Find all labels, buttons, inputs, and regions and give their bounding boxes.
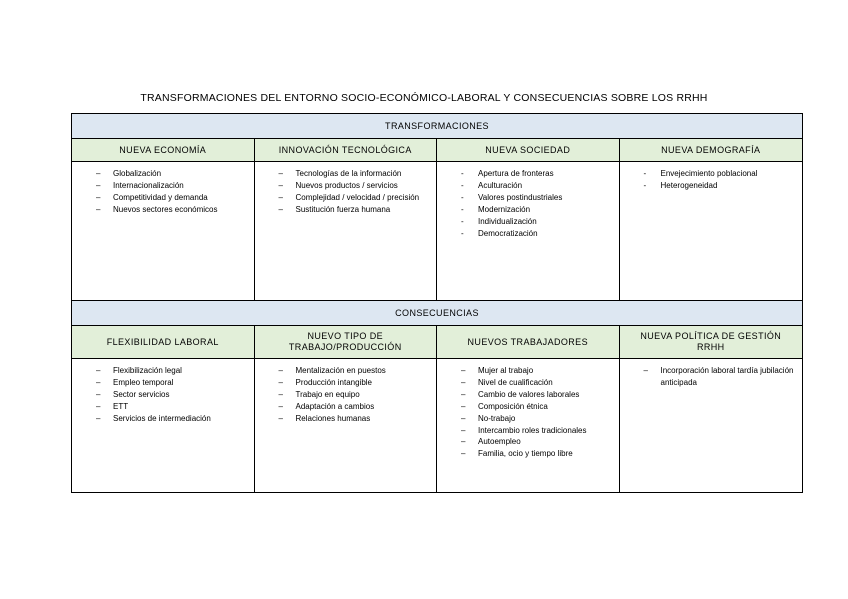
consecuencias-body-row [72, 359, 802, 492]
column-cell [620, 359, 803, 492]
list-item: – Producción intangible [279, 377, 431, 389]
list-item: – Empleo temporal [96, 377, 248, 389]
consecuencias-banner: CONSECUENCIAS [72, 300, 802, 326]
item-list [620, 359, 803, 389]
column-header: NUEVA DEMOGRAFÍA [620, 139, 803, 161]
list-item: - Modernización [461, 204, 613, 216]
list-item: - Aculturación [461, 180, 613, 192]
item-list [72, 359, 254, 425]
list-item: - Individualización [461, 216, 613, 228]
document-title: TRANSFORMACIONES DEL ENTORNO SOCIO-ECONÓMICO-LABORAL Y CONSECUENCIAS SOBRE LOS RRHH [140, 92, 708, 104]
consecuencias-header-row [72, 326, 802, 359]
item-list [255, 162, 437, 216]
list-item: - Valores postindustriales [461, 192, 613, 204]
list-item: – No-trabajo [461, 413, 613, 425]
column-cell [72, 162, 255, 300]
column-cell [620, 162, 803, 300]
list-item: – Nivel de cualificación [461, 377, 613, 389]
column-header: NUEVOS TRABAJADORES [437, 326, 620, 358]
list-item: – Composición étnica [461, 401, 613, 413]
list-item: – Familia, ocio y tiempo libre [461, 448, 613, 460]
list-item: – Nuevos sectores económicos [96, 204, 248, 216]
column-cell [255, 359, 438, 492]
column-header: NUEVA ECONOMÍA [72, 139, 255, 161]
list-item: - Democratización [461, 228, 613, 240]
list-item: – Mujer al trabajo [461, 365, 613, 377]
item-list [255, 359, 437, 425]
list-item: – Incorporación laboral tardía jubilación anticipada [644, 365, 797, 389]
list-item: – Servicios de intermediación [96, 413, 248, 425]
column-header: FLEXIBILIDAD LABORAL [72, 326, 255, 358]
list-item: - Apertura de fronteras [461, 168, 613, 180]
column-header: NUEVA SOCIEDAD [437, 139, 620, 161]
list-item: – Intercambio roles tradicionales [461, 425, 613, 437]
column-cell [255, 162, 438, 300]
list-item: – Autoempleo [461, 436, 613, 448]
list-item: – Tecnologías de la información [279, 168, 431, 180]
column-header: INNOVACIÓN TECNOLÓGICA [255, 139, 438, 161]
column-cell [437, 162, 620, 300]
list-item: – Cambio de valores laborales [461, 389, 613, 401]
list-item: – Sustitución fuerza humana [279, 204, 431, 216]
transformations-table [71, 113, 803, 493]
item-list [72, 162, 254, 216]
transformaciones-body-row [72, 162, 802, 300]
item-list [437, 162, 619, 239]
item-list [620, 162, 803, 192]
list-item: – Internacionalización [96, 180, 248, 192]
list-item: - Envejecimiento poblacional [644, 168, 797, 180]
column-header: NUEVA POLÍTICA DE GESTIÓN RRHH [620, 326, 803, 358]
list-item: – Relaciones humanas [279, 413, 431, 425]
list-item: – Trabajo en equipo [279, 389, 431, 401]
transformaciones-banner: TRANSFORMACIONES [72, 114, 802, 139]
list-item: – Flexibilización legal [96, 365, 248, 377]
item-list [437, 359, 619, 460]
transformaciones-header-row [72, 139, 802, 162]
list-item: - Heterogeneidad [644, 180, 797, 192]
column-cell [72, 359, 255, 492]
list-item: – Complejidad / velocidad / precisión [279, 192, 431, 204]
list-item: – Sector servicios [96, 389, 248, 401]
column-cell [437, 359, 620, 492]
list-item: – Adaptación a cambios [279, 401, 431, 413]
column-header: NUEVO TIPO DE TRABAJO/PRODUCCIÓN [255, 326, 438, 358]
list-item: – Competitividad y demanda [96, 192, 248, 204]
list-item: – Nuevos productos / servicios [279, 180, 431, 192]
list-item: – Globalización [96, 168, 248, 180]
list-item: – Mentalización en puestos [279, 365, 431, 377]
list-item: – ETT [96, 401, 248, 413]
